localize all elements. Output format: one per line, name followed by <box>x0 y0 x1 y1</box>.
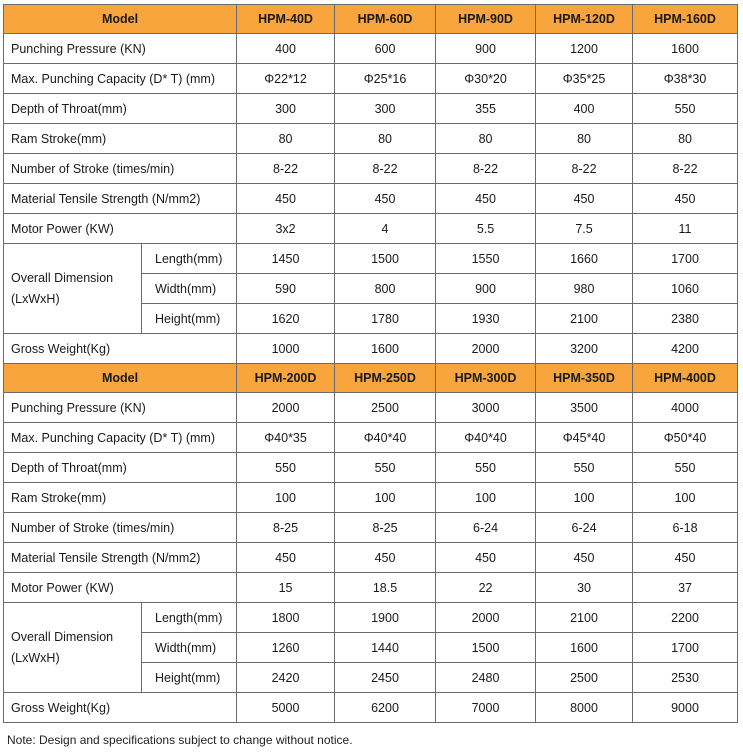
spec-value: 11 <box>633 214 738 244</box>
overall-dimension-title: Overall Dimension <box>11 629 114 644</box>
spec-value: 590 <box>237 274 335 304</box>
spec-value: 1600 <box>536 633 633 663</box>
spec-value: 550 <box>536 453 633 483</box>
spec-label: Material Tensile Strength (N/mm2) <box>4 184 237 214</box>
spec-value: 550 <box>237 453 335 483</box>
spec-value: 1900 <box>335 603 436 633</box>
spec-row-gross-weight <box>4 334 738 364</box>
spec-value: 1060 <box>633 274 738 304</box>
spec-value: 8-22 <box>237 154 335 184</box>
spec-value: 80 <box>536 124 633 154</box>
spec-value: 100 <box>237 483 335 513</box>
dimension-label: Height(mm) <box>142 663 237 693</box>
spec-value: 450 <box>335 184 436 214</box>
spec-value: 900 <box>436 34 536 64</box>
spec-row-gross-weight <box>4 693 738 723</box>
spec-value: 300 <box>335 94 436 124</box>
spec-value: 1930 <box>436 304 536 334</box>
spec-value: 2100 <box>536 304 633 334</box>
model-header-label: Model <box>4 5 237 34</box>
model-name: HPM-40D <box>237 5 335 34</box>
header-row <box>4 364 738 393</box>
spec-label: Number of Stroke (times/min) <box>4 513 237 543</box>
spec-value: 1440 <box>335 633 436 663</box>
spec-value: 3000 <box>436 393 536 423</box>
model-name: HPM-120D <box>536 5 633 34</box>
spec-value: 1550 <box>436 244 536 274</box>
dimension-label: Width(mm) <box>142 633 237 663</box>
spec-value: 6-24 <box>436 513 536 543</box>
spec-value: 450 <box>633 184 738 214</box>
spec-value: 1500 <box>335 244 436 274</box>
spec-row-number-stroke <box>4 513 738 543</box>
spec-value: 2530 <box>633 663 738 693</box>
spec-value: 2000 <box>436 334 536 364</box>
spec-value: 1260 <box>237 633 335 663</box>
spec-value: 3200 <box>536 334 633 364</box>
overall-dimension-label <box>4 603 142 693</box>
spec-value: 4000 <box>633 393 738 423</box>
spec-value: 800 <box>335 274 436 304</box>
spec-value: 6-18 <box>633 513 738 543</box>
model-name: HPM-300D <box>436 364 536 393</box>
spec-value: 7.5 <box>536 214 633 244</box>
dimension-label: Height(mm) <box>142 304 237 334</box>
overall-dimension-label <box>4 244 142 334</box>
spec-value: 2500 <box>335 393 436 423</box>
spec-label: Material Tensile Strength (N/mm2) <box>4 543 237 573</box>
spec-value: 8-22 <box>335 154 436 184</box>
spec-value: 8-25 <box>237 513 335 543</box>
spec-value: 2100 <box>536 603 633 633</box>
spec-value: 550 <box>335 453 436 483</box>
spec-value: 22 <box>436 573 536 603</box>
spec-row-number-stroke <box>4 154 738 184</box>
header-row <box>4 5 738 34</box>
spec-value: 450 <box>536 543 633 573</box>
dimension-label: Length(mm) <box>142 603 237 633</box>
model-name: HPM-350D <box>536 364 633 393</box>
spec-label: Gross Weight(Kg) <box>4 334 237 364</box>
spec-value: Φ40*40 <box>335 423 436 453</box>
spec-row-tensile <box>4 543 738 573</box>
spec-value: 8-22 <box>436 154 536 184</box>
model-name: HPM-200D <box>237 364 335 393</box>
spec-value: 100 <box>436 483 536 513</box>
spec-table-body <box>4 5 738 723</box>
spec-row-punching-pressure <box>4 393 738 423</box>
dimension-label: Width(mm) <box>142 274 237 304</box>
spec-value: 450 <box>436 184 536 214</box>
spec-label: Ram Stroke(mm) <box>4 483 237 513</box>
spec-value: 4 <box>335 214 436 244</box>
spec-value: 100 <box>633 483 738 513</box>
spec-label: Max. Punching Capacity (D* T) (mm) <box>4 423 237 453</box>
spec-value: 450 <box>237 543 335 573</box>
spec-value: 100 <box>536 483 633 513</box>
spec-label: Gross Weight(Kg) <box>4 693 237 723</box>
spec-value: 355 <box>436 94 536 124</box>
model-header-label: Model <box>4 364 237 393</box>
spec-value: 8-25 <box>335 513 436 543</box>
spec-value: 80 <box>335 124 436 154</box>
spec-row-ram-stroke <box>4 483 738 513</box>
overall-dimension-unit: (LxWxH) <box>11 291 60 306</box>
spec-value: 600 <box>335 34 436 64</box>
spec-value: 1620 <box>237 304 335 334</box>
spec-value: 550 <box>436 453 536 483</box>
spec-value: 1600 <box>335 334 436 364</box>
spec-value: 2380 <box>633 304 738 334</box>
spec-value: 3x2 <box>237 214 335 244</box>
spec-value: 30 <box>536 573 633 603</box>
spec-value: 450 <box>536 184 633 214</box>
spec-value: Φ35*25 <box>536 64 633 94</box>
spec-value: 1700 <box>633 633 738 663</box>
spec-row-ram-stroke <box>4 124 738 154</box>
spec-value: Φ30*20 <box>436 64 536 94</box>
spec-row-length <box>4 244 738 274</box>
spec-value: 8-22 <box>633 154 738 184</box>
spec-value: 4200 <box>633 334 738 364</box>
spec-value: 1450 <box>237 244 335 274</box>
spec-value: 300 <box>237 94 335 124</box>
model-name: HPM-250D <box>335 364 436 393</box>
spec-value: 2450 <box>335 663 436 693</box>
spec-value: 18.5 <box>335 573 436 603</box>
spec-value: 5000 <box>237 693 335 723</box>
spec-value: 7000 <box>436 693 536 723</box>
spec-label: Number of Stroke (times/min) <box>4 154 237 184</box>
spec-value: Φ40*40 <box>436 423 536 453</box>
spec-value: 400 <box>536 94 633 124</box>
spec-row-motor <box>4 573 738 603</box>
overall-dimension-title: Overall Dimension <box>11 270 114 285</box>
spec-value: Φ45*40 <box>536 423 633 453</box>
model-name: HPM-90D <box>436 5 536 34</box>
spec-value: 1600 <box>633 34 738 64</box>
spec-row-tensile <box>4 184 738 214</box>
spec-value: 550 <box>633 94 738 124</box>
spec-value: 2420 <box>237 663 335 693</box>
spec-value: 3500 <box>536 393 633 423</box>
spec-label: Motor Power (KW) <box>4 573 237 603</box>
spec-label: Depth of Throat(mm) <box>4 453 237 483</box>
spec-value: 2480 <box>436 663 536 693</box>
spec-label: Punching Pressure (KN) <box>4 34 237 64</box>
spec-value: 1700 <box>633 244 738 274</box>
spec-label: Depth of Throat(mm) <box>4 94 237 124</box>
spec-value: 2500 <box>536 663 633 693</box>
spec-row-max-capacity <box>4 64 738 94</box>
spec-value: 400 <box>237 34 335 64</box>
spec-value: 100 <box>335 483 436 513</box>
dimension-label: Length(mm) <box>142 244 237 274</box>
spec-value: 450 <box>436 543 536 573</box>
spec-value: 1800 <box>237 603 335 633</box>
spec-value: 1500 <box>436 633 536 663</box>
spec-value: 80 <box>237 124 335 154</box>
spec-value: 450 <box>237 184 335 214</box>
spec-value: Φ50*40 <box>633 423 738 453</box>
spec-value: 1200 <box>536 34 633 64</box>
spec-value: 980 <box>536 274 633 304</box>
footnote: Note: Design and specifications subject to change without notice. <box>7 733 353 747</box>
spec-value: Φ25*16 <box>335 64 436 94</box>
spec-value: 1000 <box>237 334 335 364</box>
spec-table <box>3 4 738 723</box>
spec-value: 1780 <box>335 304 436 334</box>
spec-value: 37 <box>633 573 738 603</box>
model-name: HPM-400D <box>633 364 738 393</box>
spec-value: 1660 <box>536 244 633 274</box>
spec-value: 8000 <box>536 693 633 723</box>
spec-sheet <box>3 4 738 747</box>
spec-value: Φ40*35 <box>237 423 335 453</box>
spec-label: Max. Punching Capacity (D* T) (mm) <box>4 64 237 94</box>
spec-row-depth-throat <box>4 453 738 483</box>
spec-value: 6200 <box>335 693 436 723</box>
model-name: HPM-60D <box>335 5 436 34</box>
spec-value: 15 <box>237 573 335 603</box>
spec-row-length <box>4 603 738 633</box>
spec-row-depth-throat <box>4 94 738 124</box>
spec-value: 2000 <box>237 393 335 423</box>
model-name: HPM-160D <box>633 5 738 34</box>
spec-value: 80 <box>436 124 536 154</box>
spec-row-max-capacity <box>4 423 738 453</box>
spec-row-motor <box>4 214 738 244</box>
spec-value: 6-24 <box>536 513 633 543</box>
spec-label: Ram Stroke(mm) <box>4 124 237 154</box>
spec-value: 80 <box>633 124 738 154</box>
spec-value: 900 <box>436 274 536 304</box>
spec-label: Motor Power (KW) <box>4 214 237 244</box>
spec-value: 5.5 <box>436 214 536 244</box>
spec-value: 9000 <box>633 693 738 723</box>
spec-value: 2200 <box>633 603 738 633</box>
spec-value: Φ38*30 <box>633 64 738 94</box>
spec-value: 8-22 <box>536 154 633 184</box>
spec-label: Punching Pressure (KN) <box>4 393 237 423</box>
spec-row-punching-pressure <box>4 34 738 64</box>
spec-value: Φ22*12 <box>237 64 335 94</box>
spec-value: 450 <box>335 543 436 573</box>
spec-value: 550 <box>633 453 738 483</box>
spec-value: 450 <box>633 543 738 573</box>
spec-value: 2000 <box>436 603 536 633</box>
overall-dimension-unit: (LxWxH) <box>11 650 60 665</box>
